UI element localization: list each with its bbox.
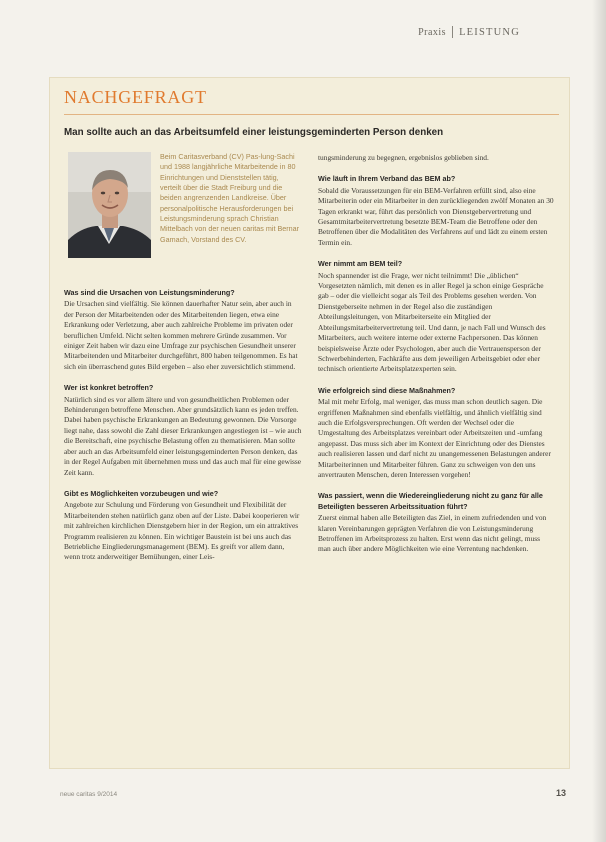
qa-block: [318, 153, 554, 163]
portrait-photo: [68, 152, 151, 258]
answer: Natürlich sind es vor allem ältere und von gesundheitlichen Problemen oder Behinderungen betroffene Menschen. Aber grundsätzlich kann es jeden treffen. Dabei haben psychische Erkrankungen an Bedeutung gewonnen. Die Vorsorge liegt nahe, dass sowohl die Zahl dieser Erkrankungen angestiegen ist – wie auch die Bereitschaft, eine psychische Belastung offen zu thematisieren. Man sollte aber auch an das Arbeitsumfeld einer leistungsgeminderten Person denken, das in der Regel Aufgaben mit übernehmen muss und das auch mal für eine gewisse Zeit kann.: [64, 394, 302, 477]
header-divider: [452, 26, 453, 38]
question: Wie erfolgreich sind diese Maßnahmen?: [318, 385, 456, 395]
header-section: LEISTUNG: [459, 26, 520, 38]
left-column: [64, 288, 302, 574]
question: Was sind die Ursachen von Leistungsminderung?: [64, 288, 235, 297]
answer: Die Ursachen sind vielfältig. Sie können dauerhafter Natur sein, aber auch in der Person der Mitarbeitenden oder des Mitarbeitenden liegen, etwa eine Erkrankung oder Verletzung, aber auch zahlreiche Probleme im privaten oder beruflichen Umfeld. Nicht selten kommen mehrere Gründe zusammen. Vor einiger Zeit haben wir dazu eine Umfrage zur psychischen Gesundheit unserer Mitarbeitenden und Mitarbeiter durchgeführt, 800 haben teilgenommen. Es hat sich ein überraschend gutes Bild ergeben – also eher zuversichtlich stimmend.: [64, 299, 298, 371]
qa-block: [318, 174, 554, 248]
qa-block: [318, 386, 554, 481]
interview-subtitle: Man sollte auch an das Arbeitsumfeld einer leistungsgeminderten Person denken: [64, 127, 444, 138]
question: Wer nimmt am BEM teil?: [318, 259, 403, 269]
answer: Mal mit mehr Erfolg, mal weniger, das muss man schon deutlich sagen. Die ergriffenen Maßnahmen sind ebenfalls vielfältig, und ähnlich vielfältig sind auch die Erfolgsversprechungen. Oft werden der Wechsel oder die Umgestaltung des Arbeitsplatzes vereinbart oder Arbeitszeiten und -umfang angepasst. Das muss sich aber im Kontext der Einrichtung oder des Dienstes auch realisieren lassen und darf nicht zu unangemessenen Belastungen anderer Mitarbeiterinnen und Mitarbeiter führen. Ganz zu schweigen von den uns anvertrauten Menschen, deren Interessen vorgehen!: [318, 397, 551, 479]
qa-block: [64, 383, 302, 478]
qa-block: [64, 288, 302, 372]
answer: Angebote zur Schulung und Förderung von Gesundheit und Flexibilität der Mitarbeitenden stehen natürlich ganz oben auf der Liste. Dabei kooperieren wir mit zahlreichen kirchlichen Dienstgebern hier in der Region, um ein attraktives Programm realisieren zu können. Ein wichtiger Baustein ist bei uns auch das Betriebliche Eingliederungsmanagement (BEM). Es greift vor allem dann, wenn trotz anderweitiger Bemühungen, einer Leis-: [64, 500, 300, 562]
answer: Zuerst einmal haben alle Beteiligten das Ziel, in einem zufriedenden und von klaren Vereinbarungen geprägten Verfahren die von Leistungsminderung Betroffenen im Arbeitsprozess zu halten. Erst wenn das nicht gelingt, muss man auch über andere Möglichkeiten wie eine Verrentung nachdenken.: [318, 513, 547, 554]
qa-block: [318, 259, 554, 374]
answer-continued: tungsminderung zu begegnen, ergebnislos geblieben sind.: [318, 153, 489, 162]
title-rule: [64, 114, 559, 115]
question: Wie läuft in Ihrem Verband das BEM ab?: [318, 174, 456, 184]
right-column: [318, 153, 554, 566]
header-kicker: Praxis: [418, 26, 447, 38]
question: Was passiert, wenn die Wiedereingliederung nicht zu ganz für alle Beteiligten besseren Arbeitssituation führt?: [318, 491, 543, 511]
portrait-illustration: [68, 152, 151, 258]
publication-footer: neue caritas 9/2014: [60, 791, 118, 798]
page-number: 13: [556, 788, 567, 798]
page-edge-shadow: [592, 0, 606, 842]
question: Gibt es Möglichkeiten vorzubeugen und wie?: [64, 488, 219, 498]
intro-text: Beim Caritasverband (CV) Pas-lung-Sachi und 1988 langjährliche Mitarbeitende in 80 Einrichtungen und Dienststellen tätig, verteilt über die Stadt Freiburg und die beiden angrenzenden Landkreise. Über personalpolitische Herausforderungen bei Leistungsminderung sprach Christian Mittelbach von der neuen caritas mit Bernar Gamach, Vorstand des CV.: [160, 152, 300, 244]
interview-box: [49, 77, 570, 769]
qa-block: [318, 491, 554, 554]
box-title: NACHGEFRAGT: [64, 87, 207, 107]
answer: Noch spannender ist die Frage, wer nicht teilnimmt! Die „üblichen“ Vorgesetzten nämlich, mit denen es in aller Regel ja schon einige Gespräche gab – oder die vielleicht sogar als Teil des Problems gesehen werden. Von Dienstgeberseite nehmen in der Regel also die zuständigen Abteilungsleitungen, von Mitarbeiterseite ein Mitglied der Abteilungsmitarbeitervertretung teil. Und dann, je nach Fall und Wunsch des Mitarbeiters, auch weitere interne oder externe Fachpersonen. Das können beispielsweise Ärzte oder Psychologen, aber auch die Vertrauensperson der Schwerbehinderten, Fachkräfte aus dem jeweiligen Arbeitsgebiet oder eher technisch orientierte Arbeitsplatzexperten sein.: [318, 270, 546, 374]
question: Wer ist konkret betroffen?: [64, 383, 154, 393]
qa-block: [64, 489, 302, 563]
answer: Sobald die Voraussetzungen für ein BEM-Verfahren erfüllt sind, also eine Mitarbeiterin oder ein Mitarbeiter in den zurückliegenden zwölf Monaten an 30 Tagen erkrankt war, führt das persönlich von Dienstgebervertretung und Gesamtmitarbeitervertretung besetzte BEM-Team die Betroffene oder den Betroffenen über die Modalitäten des Verfahrens auf und lädt zu einem ersten Termin ein.: [318, 185, 554, 247]
running-header: [418, 26, 520, 38]
